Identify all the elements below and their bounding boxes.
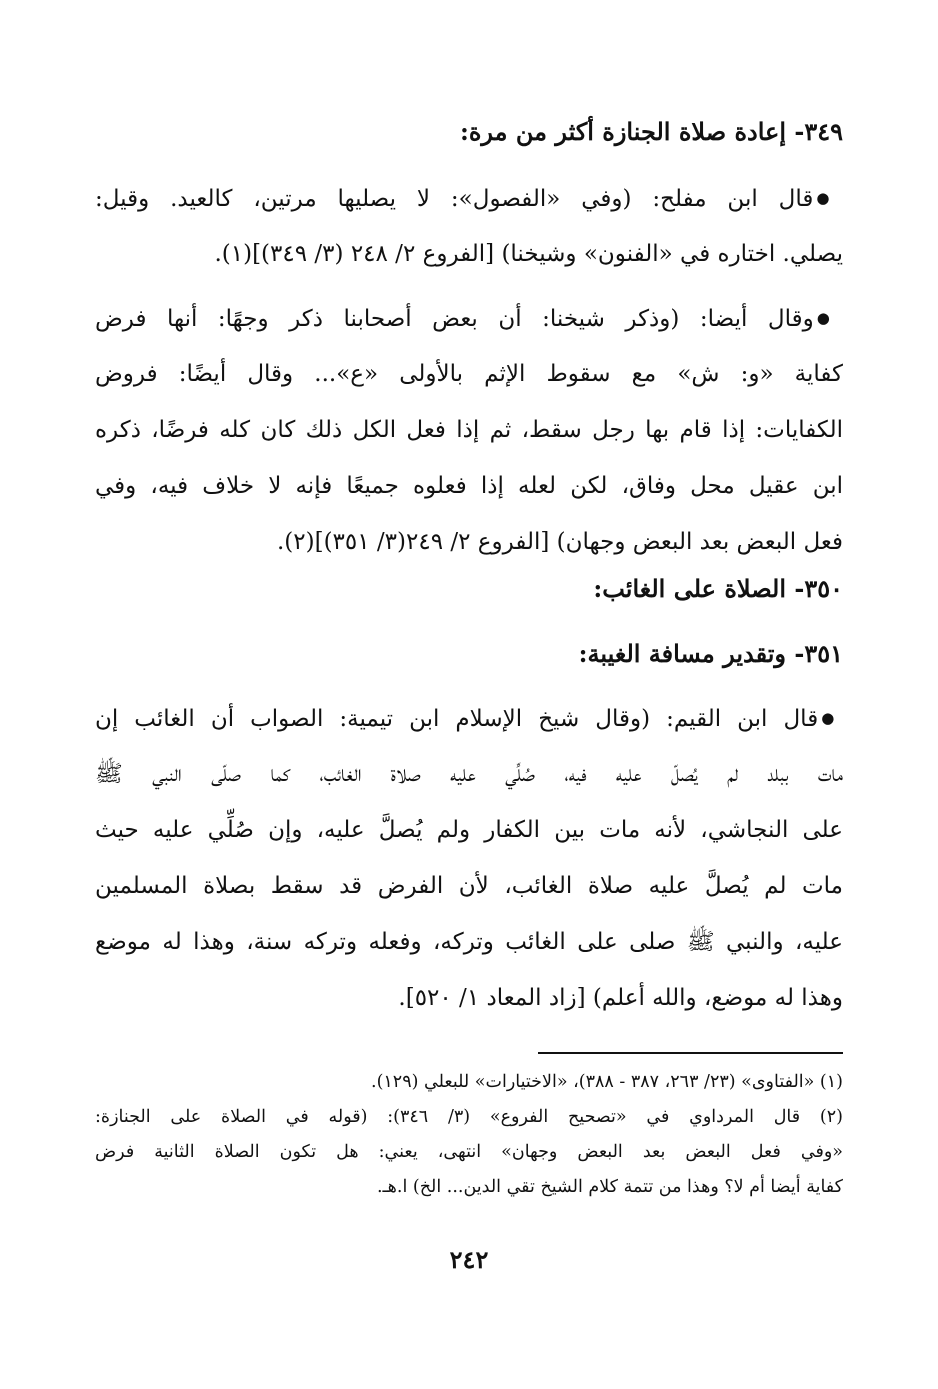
text-line: يصلي. اختاره في «الفنون» وشيخنا) [الفروع ٢/ ٢٤٨ (٣/ ٣٤٩)](١).	[214, 241, 843, 267]
book-page	[95, 0, 843, 1389]
section-heading-350: ٣٥٠- الصلاة على الغائب:	[593, 574, 843, 603]
text-line: مات ببلد لم يُصلّ عليه فيه، صُلِّي عليه صلاة الغائب، كما صلّى النبي ﷺ	[95, 761, 843, 787]
text-line: وهذا له موضع، والله أعلم) [زاد المعاد ١/ ٥٢٠].	[398, 985, 843, 1011]
footnote-2: (٢) قال المرداوي في «تصحيح الفروع» (٣/ ٣٤٦): (قوله في الصلاة على الجنازة:	[95, 1107, 843, 1127]
footnote-2-continued: كفاية أيضا أم لا؟ وهذا من تتمة كلام الشيخ تقي الدين... الخ) ا.هـ.	[376, 1177, 843, 1197]
footnotes	[95, 1065, 843, 1205]
text-line: فعل البعض بعد البعض وجهان) [الفروع ٢/ ٢٤٩(٣/ ٣٥١)](٢).	[276, 529, 843, 555]
text-line: مات لم يُصلَّ عليه صلاة الغائب، لأن الفرض قد سقط بصلاة المسلمين	[95, 873, 843, 899]
page-number: ٢٤٢	[449, 1245, 489, 1274]
text-line: ابن عقيل محل وفاق، لكن لعله إذا فعلوه جميعًا فإنه لا خلاف فيه، وفي	[95, 473, 843, 499]
paragraph-also-said	[95, 290, 843, 570]
text-line: عليه، والنبي ﷺ صلى على الغائب وتركه، وفعله وتركه سنة، وهذا له موضع	[95, 929, 843, 955]
text-line: ● قال ابن القيم: (وقال شيخ الإسلام ابن تيمية: الصواب أن الغائب إن	[95, 690, 843, 746]
text-line: الكفايات: إذا قام بها رجل سقط، ثم إذا فعل الكل ذلك كان كله فرضًا، ذكره	[95, 417, 843, 443]
text-line: ● قال ابن مفلح: (وفي «الفصول»: لا يصليها مرتين، كالعيد. وقيل:	[95, 170, 843, 226]
text-line: على النجاشي، لأنه مات بين الكفار ولم يُصلَّ عليه، وإن صُلِّي عليه حيث	[95, 817, 843, 843]
footnote-divider	[538, 1052, 843, 1054]
paragraph-ibn-qayyim	[95, 690, 843, 1026]
text-line: ● وقال أيضا: (وذكر شيخنا: أن بعض أصحابنا ذكر وجهًا: أنها فرض	[95, 290, 843, 346]
footnote-1: (١) «الفتاوى» (٢٣/ ٢٦٣، ٣٨٧ - ٣٨٨)، «الاختيارات» للبعلي (١٢٩).	[371, 1072, 843, 1092]
text-line: كفاية «و: ش» مع سقوط الإثم بالأولى «ع»... وقال أيضًا: فروض	[95, 361, 843, 387]
section-heading-351: ٣٥١- وتقدير مسافة الغيبة:	[578, 639, 843, 668]
footnote-2-continued: «وفي فعل البعض بعد البعض وجهان» انتهى، يعني: هل تكون الصلاة الثانية فرض	[95, 1142, 843, 1162]
paragraph-ibn-muflih	[95, 170, 843, 282]
section-heading-349: ٣٤٩- إعادة صلاة الجنازة أكثر من مرة:	[459, 117, 843, 146]
